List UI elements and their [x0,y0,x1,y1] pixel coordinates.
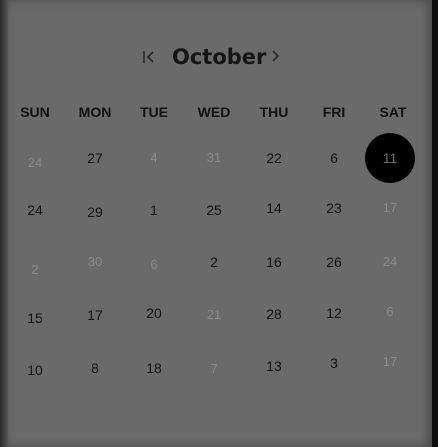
day-cell[interactable]: 2 [31,262,39,277]
day-cell[interactable]: 27 [87,150,103,166]
day-cell[interactable]: 25 [206,202,222,218]
weekday-thu: THU [259,104,289,120]
chevron-right-icon[interactable] [270,48,282,64]
day-cell[interactable]: 20 [146,305,162,321]
day-cell[interactable]: 17 [382,354,398,369]
day-cell-selected[interactable]: 11 [365,133,415,183]
day-cell[interactable]: 22 [266,150,282,166]
day-cell[interactable]: 14 [266,200,282,216]
weekday-mon: MON [78,104,112,120]
weekday-tue: TUE [140,104,168,120]
calendar-header [8,40,432,74]
left-edge [0,0,8,447]
right-edge [432,0,438,447]
day-cell[interactable]: 29 [87,204,103,220]
day-cell[interactable]: 17 [382,200,398,215]
day-cell[interactable]: 26 [326,254,342,270]
day-cell[interactable]: 18 [146,360,162,376]
day-cell[interactable]: 4 [150,150,158,165]
day-cell[interactable]: 2 [210,254,218,270]
weekday-header-row [8,98,432,126]
day-cell[interactable]: 17 [87,307,103,323]
chevron-left-bar-icon[interactable] [142,49,158,65]
day-cell[interactable]: 3 [330,355,338,371]
weekday-wed: WED [197,104,231,120]
day-cell[interactable]: 31 [206,150,222,165]
day-cell[interactable]: 24 [27,202,43,218]
weekday-sat: SAT [379,104,407,120]
day-cell[interactable]: 30 [87,254,103,269]
day-cell[interactable]: 8 [91,360,99,376]
day-cell[interactable]: 7 [210,361,218,376]
day-cell[interactable]: 15 [27,310,43,326]
day-cell[interactable]: 28 [266,306,282,322]
day-cell[interactable]: 24 [27,155,43,170]
day-cell[interactable]: 6 [386,304,394,319]
weekday-sun: SUN [20,104,50,120]
day-cell[interactable]: 24 [382,254,398,269]
day-cell[interactable]: 12 [326,305,342,321]
day-cell[interactable]: 13 [266,358,282,374]
day-cell[interactable]: 10 [27,362,43,378]
day-cell[interactable]: 16 [266,254,282,270]
day-cell[interactable]: 23 [326,200,342,216]
weekday-fri: FRI [322,104,346,120]
day-cell[interactable]: 6 [150,257,158,272]
day-cell[interactable]: 6 [330,150,338,166]
day-cell[interactable]: 21 [206,307,222,322]
month-title: October [172,45,267,69]
day-cell[interactable]: 1 [150,202,158,218]
calendar-panel [8,0,432,447]
